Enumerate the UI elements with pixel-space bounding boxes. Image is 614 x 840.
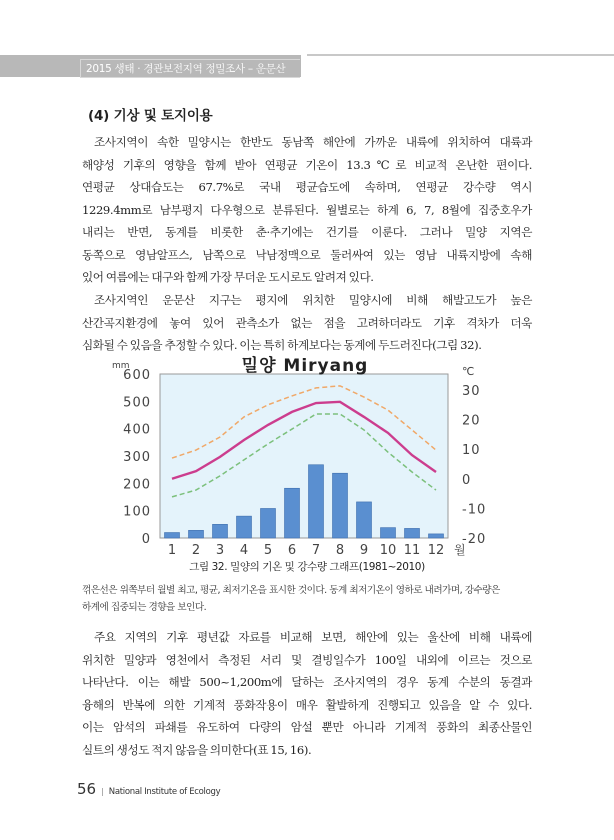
paragraph-line: 해양성 기후의 영향을 함께 받아 연평균 기온이 13.3℃로 비교적 온난한 편이다. bbox=[82, 157, 532, 172]
page-footer bbox=[77, 779, 220, 798]
left-tick-label: 100 bbox=[123, 504, 151, 520]
left-tick-label: 200 bbox=[123, 477, 151, 493]
running-title: 2015 생태 · 경관보전지역 정밀조사 – 운문산 bbox=[80, 59, 300, 78]
precipitation-bar bbox=[357, 502, 372, 538]
precipitation-bar bbox=[237, 516, 252, 538]
precipitation-bar bbox=[429, 534, 444, 538]
right-tick-label: 10 bbox=[462, 443, 481, 459]
paragraph-line: 심화될 수 있음을 추정할 수 있다. 이는 특히 하계보다는 동계에 두드러진다(그림 32). bbox=[82, 338, 482, 352]
precipitation-bar bbox=[405, 528, 420, 538]
right-tick-label: 20 bbox=[462, 413, 481, 429]
paragraph-line: 위치한 밀양과 영천에서 측정된 서리 및 결빙일수가 100일 내외에 이르는 것으로 bbox=[82, 652, 532, 667]
precipitation-bar bbox=[285, 488, 300, 538]
organization-name: National Institute of Ecology bbox=[108, 787, 221, 797]
x-tick-label: 5 bbox=[263, 543, 273, 558]
paragraph-frost bbox=[82, 626, 532, 761]
paragraph-line: 1229.4mm로 남부평지 다우형으로 분류된다. 월별로는 하계 6, 7, 8월에 집중호우가 bbox=[82, 202, 532, 217]
paragraph-line: 융해의 반복에 의한 기계적 풍화작용이 매우 활발하게 진행되고 있음을 알 수 있다. bbox=[82, 697, 532, 712]
paragraph-line: 연평균 상대습도는 67.7%로 국내 평균습도에 속하며, 연평균 강수량 역시 bbox=[82, 180, 532, 194]
x-tick-label: 4 bbox=[239, 543, 249, 558]
right-tick-label: -20 bbox=[462, 532, 487, 547]
precipitation-bar bbox=[165, 533, 180, 538]
left-tick-label: 300 bbox=[123, 450, 151, 465]
x-tick-label: 10 bbox=[379, 543, 397, 558]
x-tick-label: 2 bbox=[191, 543, 201, 558]
right-tick-label: 30 bbox=[462, 383, 481, 399]
plot-area bbox=[160, 374, 448, 538]
left-tick-label: 400 bbox=[123, 422, 151, 438]
x-tick-label: 9 bbox=[359, 543, 369, 558]
paragraph-line: 나타난다. 이는 해발 500~1,200m에 달하는 조사지역의 경우 동계 수분의 동결과 bbox=[82, 675, 532, 689]
left-tick-label: 600 bbox=[123, 368, 151, 383]
precipitation-bar bbox=[189, 530, 204, 538]
precipitation-bar bbox=[261, 508, 276, 538]
left-tick-label: 0 bbox=[141, 532, 151, 547]
paragraph-line: 주요 지역의 기후 평년값 자료를 비교해 보면, 해안에 있는 울산에 비해 내륙에 bbox=[94, 630, 532, 644]
x-tick-label: 11 bbox=[403, 543, 421, 558]
x-tick-label: 1 bbox=[167, 543, 177, 558]
figure-note-line: 꺾은선은 위쪽부터 월별 최고, 평균, 최저기온을 표시한 것이다. 동계 최저기온이 영하로 내려가며, 강수량은 bbox=[82, 585, 500, 596]
paragraph-line: 산간곡지환경에 놓여 있어 관측소가 없는 점을 고려하더라도 기후 격차가 더욱 bbox=[82, 315, 532, 330]
right-tick-label: 0 bbox=[462, 472, 472, 488]
x-tick-label: 3 bbox=[215, 543, 225, 558]
x-tick-label: 12 bbox=[427, 543, 445, 558]
x-tick-label: 8 bbox=[335, 543, 345, 558]
x-axis-suffix: 월 bbox=[454, 543, 466, 557]
paragraph-line: 이는 암석의 파쇄를 유도하여 다량의 암설 뿐만 아니라 기계적 풍화의 최종산물인 bbox=[82, 720, 532, 734]
page-number: 56 bbox=[77, 780, 97, 798]
paragraph-unmunsan bbox=[82, 289, 532, 357]
chart-title: 밀양 Miryang bbox=[241, 356, 369, 376]
climate-chart bbox=[0, 350, 614, 560]
paragraph-line: 있어 여름에는 대구와 함께 가장 무더운 도시로도 알려져 있다. bbox=[82, 270, 374, 284]
paragraph-line: 동쪽으로 영남알프스, 남쪽으로 낙남정맥으로 둘러싸여 있는 영남 내륙지방에 속해 bbox=[82, 247, 532, 262]
precipitation-bar bbox=[333, 473, 348, 538]
paragraph-climate bbox=[82, 131, 532, 289]
left-axis-unit: mm bbox=[112, 361, 130, 371]
right-axis-unit: ℃ bbox=[462, 365, 475, 378]
x-tick-label: 7 bbox=[311, 543, 321, 558]
left-tick-label: 500 bbox=[123, 395, 151, 411]
paragraph-line: 조사지역인 운문산 지구는 평지에 위치한 밀양시에 비해 해발고도가 높은 bbox=[94, 293, 532, 307]
precipitation-bar bbox=[381, 528, 396, 538]
precipitation-bar bbox=[213, 524, 228, 538]
header-divider bbox=[307, 54, 614, 56]
figure-note-line: 하계에 집중되는 경향을 보인다. bbox=[82, 602, 207, 613]
x-tick-label: 6 bbox=[287, 543, 297, 558]
footer-separator: | bbox=[101, 787, 104, 796]
figure-caption: 그림 32. 밀양의 기온 및 강수량 그래프(1981~2010) bbox=[189, 561, 425, 573]
paragraph-line: 실트의 생성도 적지 않음을 의미한다(표 15, 16). bbox=[82, 742, 312, 757]
figure-note bbox=[82, 582, 534, 616]
paragraph-line: 내리는 반면, 동계를 비롯한 춘·추기에는 건기를 이룬다. 그러나 밀양 지역은 bbox=[82, 225, 532, 239]
right-tick-label: -10 bbox=[462, 502, 487, 518]
precipitation-bar bbox=[309, 465, 324, 538]
section-title: (4) 기상 및 토지이용 bbox=[88, 108, 213, 124]
paragraph-line: 조사지역이 속한 밀양시는 한반도 동남쪽 해안에 가까운 내륙에 위치하여 대륙과 bbox=[94, 135, 532, 149]
